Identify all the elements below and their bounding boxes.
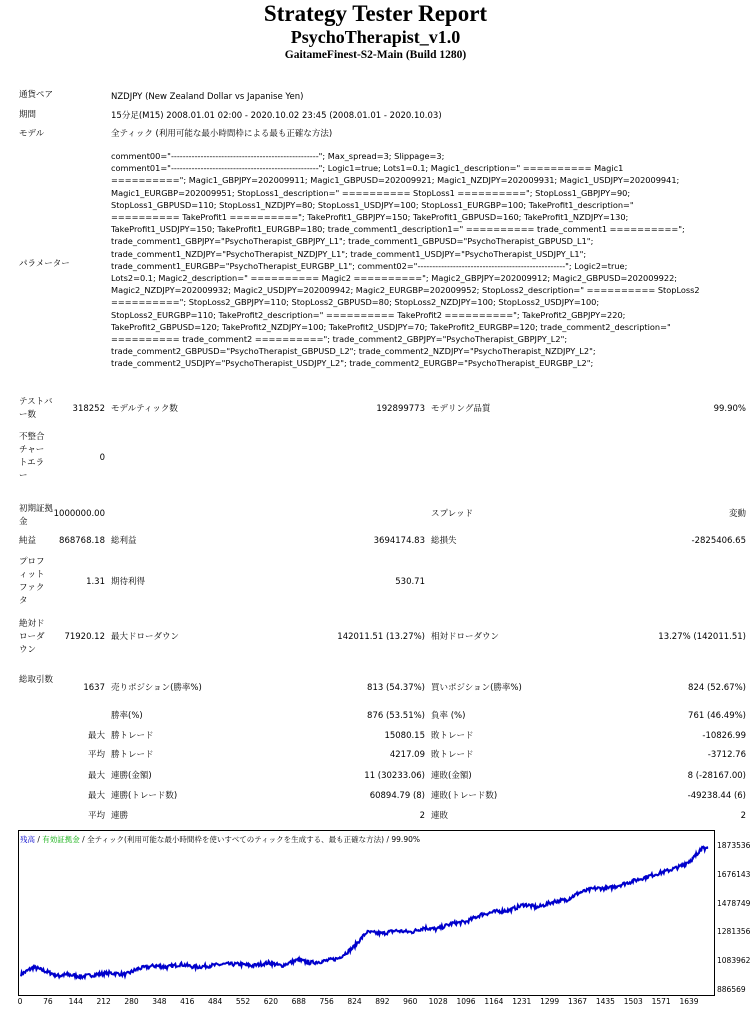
- parameters-line: trade_comment2_USDJPY="PsychoTherapist_USDJPY_L2"; trade_comment2_EURGBP="PsychoTherapist_EURGBP_L2";: [111, 358, 594, 369]
- gross-profit-value: 3694174.83: [373, 536, 425, 546]
- symbol-value: NZDJPY (New Zealand Dollar vs Japanise Yen): [111, 92, 304, 102]
- x-tick-label: 1096: [456, 997, 476, 1006]
- loss-rate-value: 761 (46.49%): [688, 711, 746, 721]
- model-value: 全ティック (利用可能な最小時間枠による最も正確な方法): [111, 129, 333, 139]
- legend-quality: 99.90%: [391, 835, 420, 844]
- max-word-3: 最大: [87, 791, 105, 801]
- parameters-text: [111, 150, 741, 370]
- x-tick-label: 1164: [484, 997, 504, 1006]
- x-tick-label: 76: [43, 997, 53, 1006]
- cons-loss-count-value: -49238.44 (6): [687, 791, 746, 801]
- expected-value: 530.71: [395, 577, 425, 587]
- x-tick-label: 1028: [428, 997, 448, 1006]
- x-tick-label: 1231: [512, 997, 532, 1006]
- x-tick-label: 1367: [567, 997, 588, 1006]
- x-tick-label: 484: [207, 997, 223, 1006]
- parameters-line: trade_comment1_NZDJPY="PsychoTherapist_NZDJPY_L1"; trade_comment1_USDJPY="PsychoTherapist_USDJPY_L1";: [111, 248, 587, 259]
- max-drawdown-value: 142011.51 (13.27%): [337, 632, 425, 642]
- avg-win-label: 勝トレード: [111, 750, 154, 760]
- short-positions-value: 813 (54.37%): [367, 683, 425, 693]
- cons-loss-amount-value: 8 (-28167.00): [687, 771, 746, 781]
- max-loss-label: 敗トレード: [431, 731, 474, 741]
- chart-legend: [20, 834, 420, 845]
- profit-factor-label: プロフィットファクタ: [19, 557, 45, 606]
- max-drawdown-label: 最大ドローダウン: [111, 632, 180, 642]
- parameters-line: =========="; Magic1_GBPJPY=202009911; Magic1_GBPUSD=202009921; Magic1_NZDJPY=202009931; Magic1_USDJPY=202009941;: [111, 175, 680, 186]
- expert-name: PsychoTherapist_v1.0: [290, 27, 461, 47]
- max-word-2: 最大: [87, 771, 105, 781]
- max-loss-value: -10826.99: [702, 731, 746, 741]
- cons-win-count-value: 60894.79 (8): [369, 791, 425, 801]
- x-tick-label: 1571: [651, 997, 671, 1006]
- x-tick-label: 212: [96, 997, 111, 1006]
- parameters-line: StopLoss2_EURGBP=110; TakeProfit2_description=" ========== TakeProfit2 =========="; TakeProfit2_GBPJPY=220;: [111, 309, 626, 320]
- x-tick-label: 1503: [623, 997, 643, 1006]
- period-value: 15分足(M15) 2008.01.01 02:00 - 2020.10.02 23:45 (2008.01.01 - 2020.10.03): [111, 111, 442, 121]
- total-trades-value: 1637: [83, 683, 105, 693]
- parameters-line: ========== trade_comment2 =========="; trade_comment2_GBPJPY="PsychoTherapist_GBPJPY_L2";: [111, 334, 568, 345]
- period-label: 期間: [19, 110, 37, 120]
- cons-win-amount-value: 11 (30233.06): [364, 771, 425, 781]
- max-win-label: 勝トレード: [111, 731, 154, 741]
- parameters-line: TakeProfit2_GBPUSD=120; TakeProfit2_NZDJPY=100; TakeProfit2_USDJPY=70; TakeProfit2_EURGBP=120; trade_comment2_description=": [111, 321, 671, 332]
- rel-drawdown-value: 13.27% (142011.51): [658, 632, 746, 642]
- avg-word: 平均: [87, 750, 105, 760]
- long-positions-value: 824 (52.67%): [688, 683, 746, 693]
- x-tick-label: 552: [235, 997, 251, 1006]
- long-positions-label: 買いポジション(勝率%): [431, 683, 522, 693]
- model-label: モデル: [19, 129, 45, 139]
- symbol-label: 通貨ペア: [19, 90, 54, 100]
- parameters-line: comment01="--------------------------------------------------"; Logic1=true; Lots1=0.1; Magic1_description=" ========== Magic1: [111, 163, 624, 174]
- parameters-line: Magic1_EURGBP=202009951; StopLoss1_description=" ========== StopLoss1 =========="; StopLoss1_GBPJPY=90;: [111, 187, 631, 198]
- spread-label: スプレッド: [431, 509, 474, 519]
- deposit-value: 1000000.00: [53, 509, 105, 519]
- x-tick-label: 280: [124, 997, 139, 1006]
- cons-win-amount-label: 連勝(金額): [111, 771, 152, 781]
- x-tick-label: 620: [263, 997, 279, 1006]
- avg-word-2: 平均: [87, 811, 105, 821]
- bars-label: テストバー数: [19, 397, 53, 420]
- net-value: 868768.18: [59, 536, 105, 546]
- avg-cons-loss-label: 連敗: [431, 811, 449, 821]
- legend-separator: /: [79, 835, 88, 844]
- quality-value: 99.90%: [713, 404, 746, 414]
- legend-separator: /: [35, 835, 43, 844]
- bars-value: 318252: [72, 404, 105, 414]
- y-tick-label: 1873536: [717, 841, 751, 850]
- params-label: パラメーター: [19, 259, 70, 269]
- parameters-line: Magic2_NZDJPY=202009932; Magic2_USDJPY=202009942; Magic2_EURGBP=202009952; StopLoss2_description=" ========== StopLoss2: [111, 285, 700, 296]
- abs-drawdown-value: 71920.12: [64, 632, 105, 642]
- mismatch-value: 0: [99, 453, 105, 463]
- x-tick-label: 1435: [595, 997, 615, 1006]
- parameters-line: trade_comment1_GBPJPY="PsychoTherapist_GBPJPY_L1"; trade_comment1_GBPUSD="PsychoTherapist_GBPUSD_L1";: [111, 236, 594, 247]
- x-tick-label: 824: [347, 997, 362, 1006]
- profit-factor-value: 1.31: [86, 577, 105, 587]
- short-positions-label: 売りポジション(勝率%): [111, 683, 202, 693]
- net-label: 純益: [19, 536, 37, 546]
- parameters-line: comment00="--------------------------------------------------"; Max_spread=3; Slippage=3;: [111, 151, 445, 161]
- parameters-line: trade_comment1_EURGBP="PsychoTherapist_EURGBP_L1"; comment02="--------------------------------------------------"; Logic2=true;: [111, 260, 628, 271]
- y-tick-label: 1478749: [717, 898, 751, 908]
- deposit-label: 初期証拠金: [19, 504, 54, 527]
- gross-loss-label: 総損失: [431, 536, 457, 546]
- avg-loss-label: 敗トレード: [431, 750, 474, 760]
- y-tick-label: 886569: [717, 985, 746, 994]
- y-tick-label: 1676143: [717, 869, 751, 879]
- max-win-value: 15080.15: [384, 731, 425, 741]
- parameters-line: trade_comment2_GBPUSD="PsychoTherapist_GBPUSD_L2"; trade_comment2_NZDJPY="PsychoTherapist_NZDJPY_L2";: [111, 346, 596, 357]
- balance-chart-svg: [19, 831, 714, 995]
- parameters-line: =========="; StopLoss2_GBPJPY=110; StopLoss2_GBPUSD=80; StopLoss2_NZDJPY=100; StopLoss2_USDJPY=100;: [111, 297, 600, 308]
- win-rate-label: 勝率(%): [111, 711, 143, 721]
- parameters-line: Lots2=0.1; Magic2_description=" ========== Magic2 =========="; Magic2_GBPJPY=202009912; Magic2_GBPUSD=202009922;: [111, 273, 678, 284]
- report-title: Strategy Tester Report: [263, 1, 488, 26]
- avg-cons-win-label: 連勝: [111, 811, 129, 821]
- legend-equity: 有効証拠金: [42, 835, 80, 844]
- total-trades-label: 総取引数: [19, 675, 54, 685]
- quality-label: モデリング品質: [431, 404, 491, 414]
- ticks-label: モデルティック数: [111, 404, 178, 414]
- parameters-line: TakeProfit1_USDJPY=150; TakeProfit1_EURGBP=180; trade_comment1_description1=" ========== trade_comment1 ==========";: [111, 224, 685, 235]
- x-tick-label: 892: [375, 997, 390, 1006]
- x-tick-label: 0: [17, 997, 23, 1006]
- parameters-line: StopLoss1_GBPUSD=110; StopLoss1_NZDJPY=80; StopLoss1_USDJPY=100; StopLoss1_EURGBP=100; TakeProfit1_description=": [111, 199, 634, 210]
- legend-separator: /: [384, 835, 392, 844]
- abs-drawdown-label: 絶対ドローダウン: [19, 619, 45, 655]
- avg-win-value: 4217.09: [389, 750, 425, 760]
- x-tick-label: 416: [180, 997, 195, 1006]
- avg-cons-win-value: 2: [419, 811, 425, 821]
- x-tick-label: 688: [291, 997, 306, 1006]
- x-tick-label: 1299: [540, 997, 560, 1006]
- x-tick-label: 1639: [679, 997, 699, 1006]
- cons-win-count-label: 連勝(トレード数): [111, 791, 178, 801]
- x-tick-label: 348: [152, 997, 167, 1006]
- x-tick-label: 756: [319, 997, 334, 1006]
- gross-loss-value: -2825406.65: [691, 536, 746, 546]
- legend-balance: 残高: [20, 835, 35, 844]
- balance-chart: [18, 830, 715, 996]
- x-tick-label: 960: [403, 997, 418, 1006]
- cons-loss-count-label: 連敗(トレード数): [431, 791, 498, 801]
- spread-value: 変動: [728, 509, 746, 519]
- expected-label: 期待利得: [111, 577, 146, 587]
- max-word: 最大: [87, 731, 105, 741]
- cons-loss-amount-label: 連敗(金額): [431, 771, 472, 781]
- legend-model: 全ティック(利用可能な最小時間枠を使いすべてのティックを生成する、最も正確な方法): [87, 835, 385, 844]
- balance-series-line: [21, 847, 708, 978]
- server-build: GaitameFinest-S2-Main (Build 1280): [284, 49, 467, 61]
- x-tick-label: 144: [68, 997, 83, 1006]
- avg-cons-loss-value: 2: [740, 811, 746, 821]
- avg-loss-value: -3712.76: [707, 750, 746, 760]
- parameters-line: ========== TakeProfit1 =========="; TakeProfit1_GBPJPY=150; TakeProfit1_GBPUSD=160; TakeProfit1_NZDJPY=130;: [111, 212, 629, 223]
- gross-profit-label: 総利益: [111, 536, 137, 546]
- win-rate-value: 876 (53.51%): [367, 711, 425, 721]
- rel-drawdown-label: 相対ドローダウン: [431, 632, 500, 642]
- mismatch-label: 不整合チャートエラー: [19, 432, 45, 481]
- y-tick-label: 1281356: [717, 927, 751, 937]
- y-tick-label: 1083962: [717, 956, 751, 966]
- ticks-value: 192899773: [376, 404, 425, 414]
- loss-rate-label: 負率 (%): [431, 711, 466, 721]
